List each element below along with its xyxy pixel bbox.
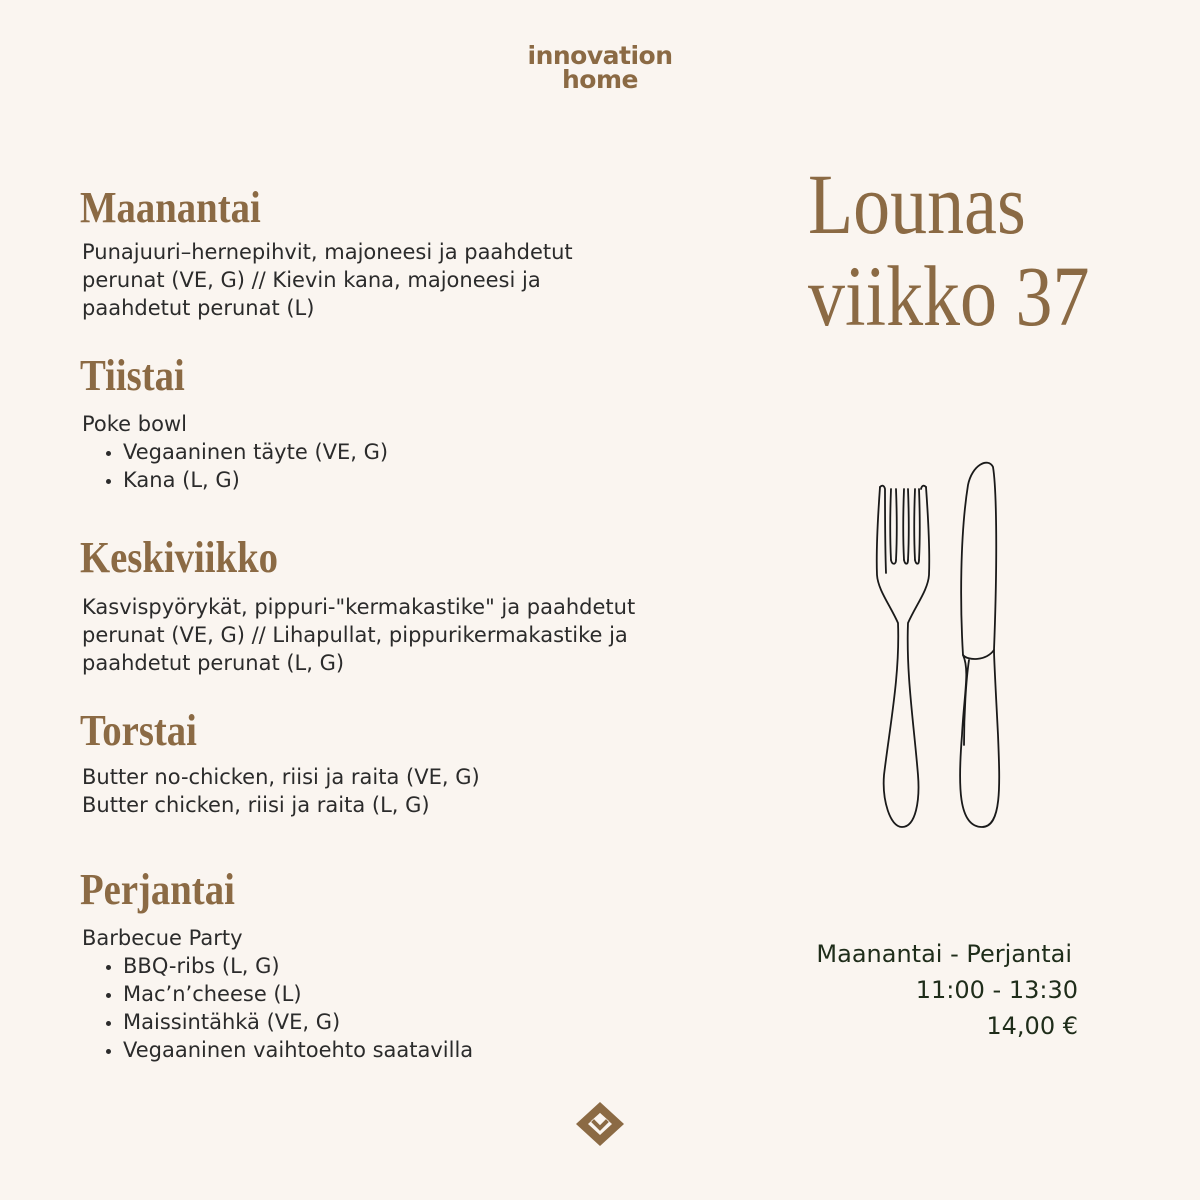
day-body-thursday [82,763,680,819]
opening-days: Maanantai - Perjantai [816,940,1072,968]
list-item: • Mac’n’cheese (L) [123,980,680,1008]
menu-intro-tuesday: Poke bowl [82,412,187,436]
fork-and-knife-icon [860,455,1010,835]
lunch-price: 14,00 € [986,1012,1078,1040]
day-body-tuesday [82,410,680,494]
list-item: • BBQ-ribs (L, G) [123,952,680,980]
menu-line: Butter no-chicken, riisi ja raita (VE, G) [82,765,480,789]
day-title-thursday: Torstai [80,706,197,755]
day-body-monday [82,238,627,322]
day-monday [80,183,680,322]
brand-diamond-icon [574,1100,626,1148]
brand-logo-line2: home [562,65,638,94]
page-title [808,158,1089,342]
list-item: • Kana (L, G) [123,466,680,494]
day-thursday [80,706,680,819]
day-wednesday [80,533,680,677]
menu-text-wednesday: Kasvispyörykät, pippuri-"kermakastike" ja paahdetut perunat (VE, G) // Lihapullat, pippurikermakastike ja paahdetut perunat (L, G) [82,595,636,675]
brand-logo [0,41,1200,94]
menu-line: Butter chicken, riisi ja raita (L, G) [82,793,430,817]
day-title-tuesday: Tiistai [80,351,185,400]
day-title-wednesday: Keskiviikko [80,533,278,582]
day-friday [80,865,680,1064]
menu-list-tuesday [82,438,680,494]
day-title-monday: Maanantai [80,183,261,232]
day-title-friday: Perjantai [80,865,235,914]
list-item: • Vegaaninen vaihtoehto saatavilla [123,1036,680,1064]
day-body-wednesday [82,593,642,677]
menu-text-monday: Punajuuri–hernepihvit, majoneesi ja paahdetut perunat (VE, G) // Kievin kana, majoneesi ja paahdetut perunat (L) [82,240,573,320]
page-title-line1: Lounas [808,156,1026,252]
day-tuesday [80,351,680,494]
list-item: • Maissintähkä (VE, G) [123,1008,680,1036]
list-item: • Vegaaninen täyte (VE, G) [123,438,680,466]
opening-hours: 11:00 - 13:30 [915,976,1078,1004]
day-body-friday [82,924,680,1064]
menu-list-friday [82,952,680,1064]
opening-info [816,936,1078,1044]
page-title-line2: viikko 37 [808,248,1090,344]
brand-logo-line1: innovation [527,41,673,70]
menu-intro-friday: Barbecue Party [82,926,243,950]
